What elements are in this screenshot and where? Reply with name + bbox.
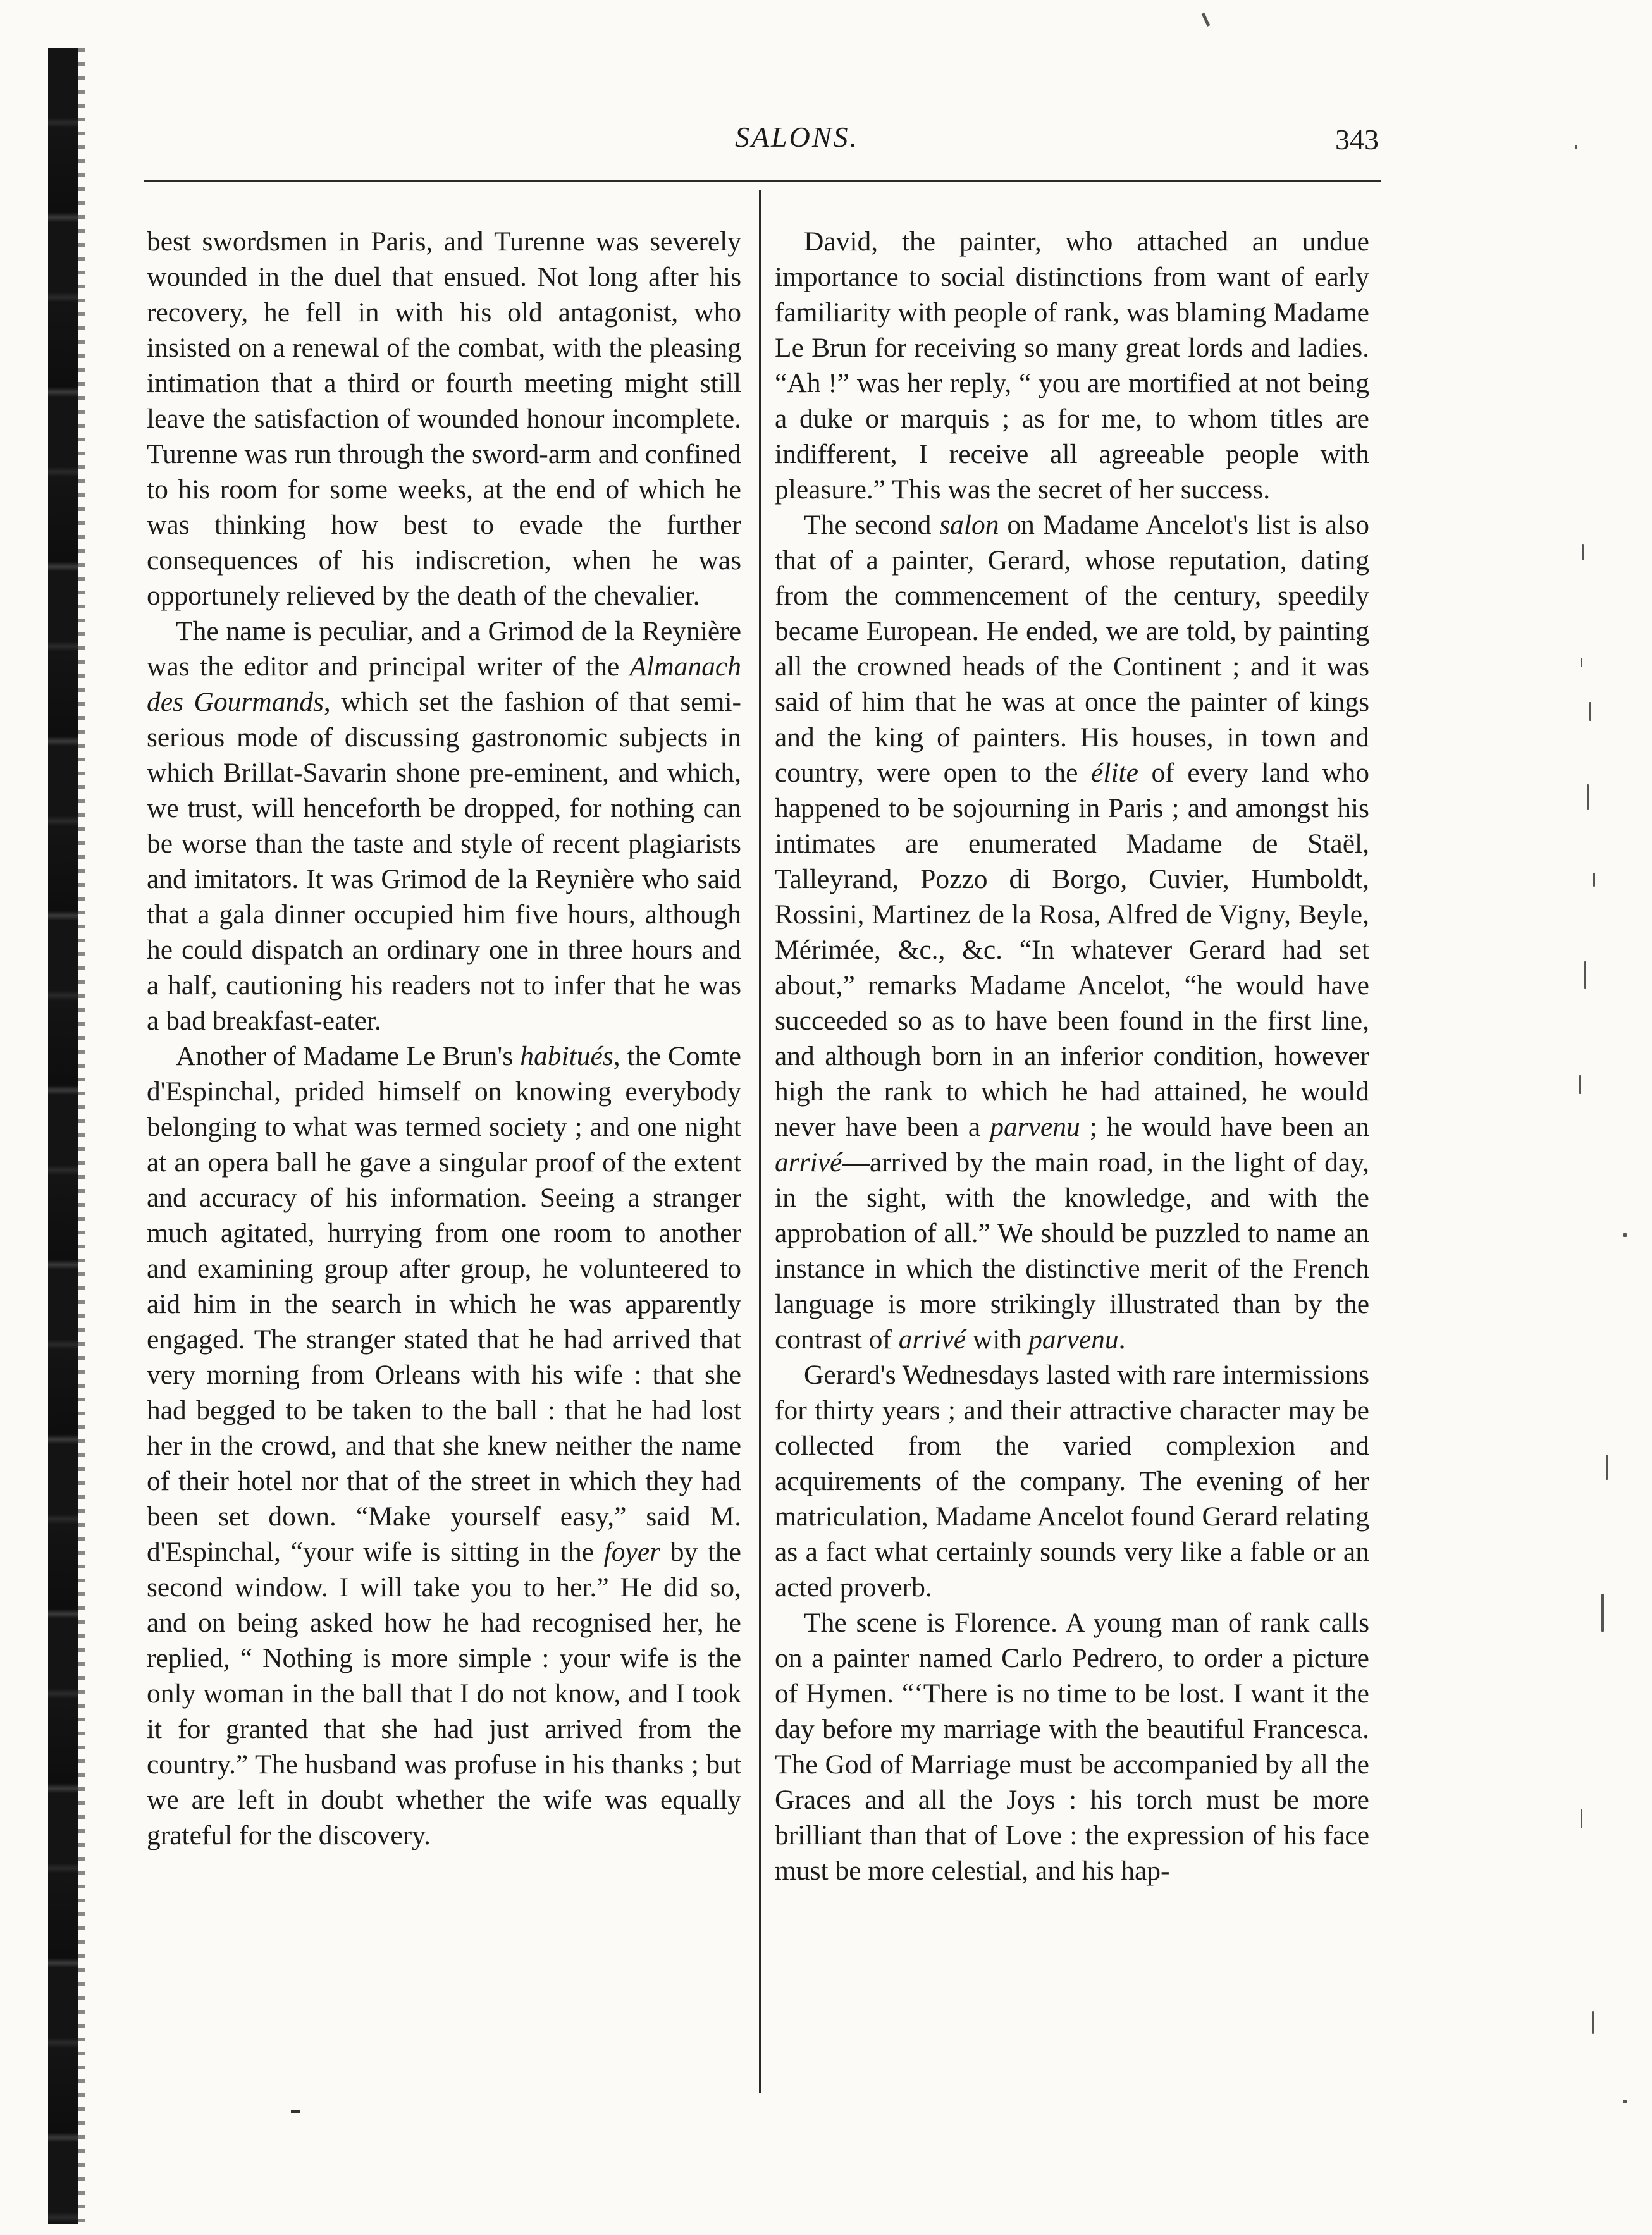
- paragraph: David, the painter, who attached an undue importance to social distinctions from want of early familiarity with people of rank, was blaming Madame Le Brun for receiving so many great lords and ladies. “Ah !” was her reply, “ you are mortified at not being a duke or marquis ; as for me, to whom titles are indifferent, I receive all agreeable people with pleasure.” This was the secret of her success.: [775, 226, 1369, 505]
- left-column: [147, 224, 741, 1853]
- running-header-title: SALONS.: [734, 121, 860, 153]
- page-number: 343: [1335, 123, 1379, 156]
- scan-speck: [1202, 13, 1211, 27]
- right-column: [775, 224, 1369, 1888]
- printer-mark: [291, 2110, 300, 2113]
- scan-noise-margin: [1551, 0, 1652, 2235]
- book-binding-edge: [48, 48, 78, 2224]
- header-rule: [144, 180, 1381, 182]
- paragraph: best swordsmen in Paris, and Turenne was severely wounded in the duel that ensued. Not long after his recovery, he fell in with his old antagonist, who insisted on a renewal of the combat, with the pleasing intimation that a third or fourth meeting might still leave the satisfaction of wounded honour incomplete. Turenne was run through the sword-arm and confined to his room for some weeks, at the end of which he was thinking how best to evade the further consequences of his indiscretion, when he was opportunely relieved by the death of the chevalier.: [147, 226, 741, 611]
- paragraph: The name is peculiar, and a Grimod de la Reynière was the editor and principal writer of the Almanach des Gourmands, which set the fashion of that semi-serious mode of discussing gastronomic subjects in which Brillat-Savarin shone pre-eminent, and which, we trust, will henceforth be dropped, for nothing can be worse than the taste and style of recent plagiarists and imitators. It was Grimod de la Reynière who said that a gala dinner occupied him five hours, although he could dispatch an ordinary one in three hours and a half, cautioning his readers not to infer that he was a bad breakfast-eater.: [147, 616, 742, 1036]
- paragraph: Another of Madame Le Brun's habitués, the Comte d'Espinchal, prided himself on knowing everybody belonging to what was termed society ; and one night at an opera ball he gave a singular proof of the extent and accuracy of his information. Seeing a stranger much agitated, hurrying from one room to another and examining group after group, he volunteered to aid him in the search in which he was apparently engaged. The stranger stated that he had arrived that very morning from Orleans with his wife : that she had begged to be taken to the ball : that he had lost her in the crowd, and that she knew neither the name of their hotel nor that of the street in which they had been set down. “Make yourself easy,” said M. d'Espinchal, “your wife is sitting in the foyer by the second window. I will take you to her.” He did so, and on being asked how he had recognised her, he replied, “ Nothing is more simple : your wife is the only woman in the ball that I do not know, and I took it for granted that she had just arrived from the country.” The husband was profuse in his thanks ; but we are left in doubt whether the wife was equally grateful for the discovery.: [147, 1041, 741, 1850]
- paragraph: The scene is Florence. A young man of rank calls on a painter named Carlo Pedrero, to order a picture of Hymen. “‘There is no time to be lost. I want it the day before my marriage with the beautiful Francesca. The God of Marriage must be accompanied by all the Graces and all the Joys : his torch must be more brilliant than that of Love : the expression of his face must be more celestial, and his hap-: [775, 1608, 1369, 1886]
- column-divider: [759, 190, 761, 2093]
- paragraph: Gerard's Wednesdays lasted with rare intermissions for thirty years ; and their attractive character may be collected from the varied complexion and acquirements of the company. The evening of her matriculation, Madame Ancelot found Gerard relating as a fact what certainly sounds very like a fable or an acted proverb.: [775, 1360, 1369, 1603]
- paragraph: The second salon on Madame Ancelot's list is also that of a painter, Gerard, whose reputation, dating from the commencement of the century, speedily became European. He ended, we are told, by painting all the crowned heads of the Continent ; and it was said of him that he was at once the painter of kings and the king of painters. His houses, in town and country, were open to the élite of every land who happened to be sojourning in Paris ; and amongst his intimates are enumerated Madame de Staël, Talleyrand, Pozzo di Borgo, Cuvier, Humboldt, Rossini, Martinez de la Rosa, Alfred de Vigny, Beyle, Mérimée, &c., &c. “In whatever Gerard had set about,” remarks Madame Ancelot, “he would have succeeded so as to have been found in the first line, and although born in an inferior condition, however high the rank to which he had attained, he would never have been a parvenu ; he would have been an arrivé—arrived by the main road, in the light of day, in the sight, with the knowledge, and with the approbation of all.” We should be puzzled to name an instance in which the distinctive merit of the French language is more strikingly illustrated than by the contrast of arrivé with parvenu.: [775, 510, 1369, 1355]
